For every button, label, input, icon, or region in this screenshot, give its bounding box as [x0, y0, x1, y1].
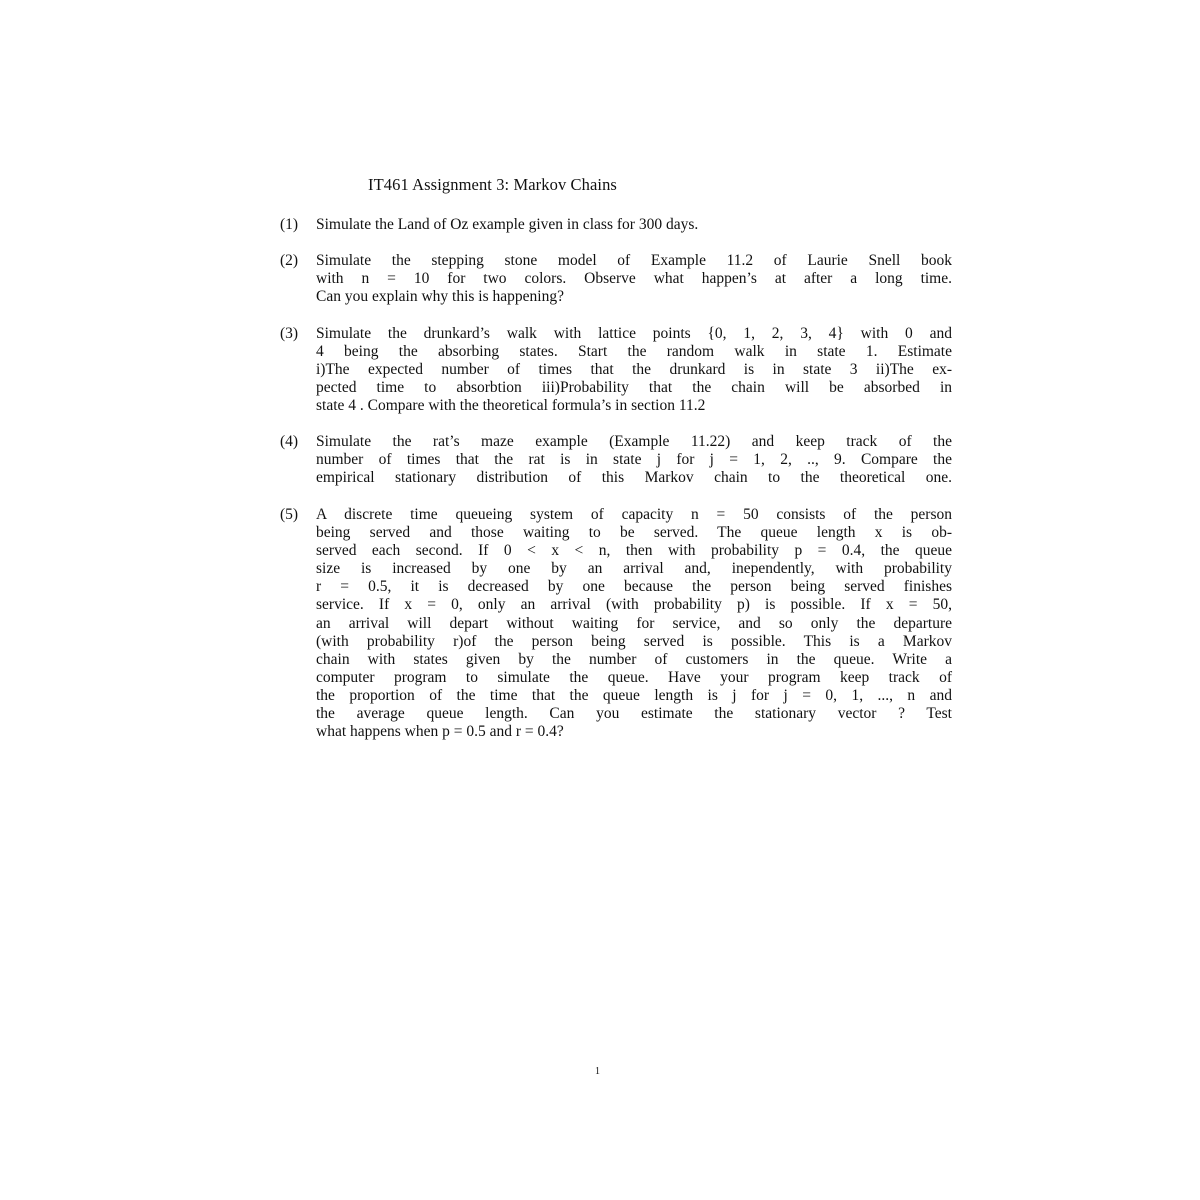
text-line: being served and those waiting to be served. The queue length x is ob- — [316, 524, 952, 542]
problem-text — [316, 433, 952, 487]
problem-number: (1) — [280, 216, 299, 233]
text-line: the average queue length. Can you estimate the stationary vector ? Test — [316, 705, 952, 723]
problem-text — [316, 216, 952, 234]
text-line: what happens when p = 0.5 and r = 0.4? — [316, 723, 564, 741]
text-line: 4 being the absorbing states. Start the random walk in state 1. Estimate — [316, 343, 952, 361]
text-line: Simulate the Land of Oz example given in class for 300 days. — [316, 216, 699, 233]
text-line: chain with states given by the number of customers in the queue. Write a — [316, 650, 952, 668]
problem-number: (2) — [280, 252, 299, 269]
problem-number: (5) — [280, 506, 299, 523]
problem-text — [316, 252, 952, 306]
text-line: (with probability r)of the person being served is possible. This is a Markov — [316, 632, 952, 650]
text-line: served each second. If 0 < x < n, then with probability p = 0.4, the queue — [316, 542, 952, 560]
problem-number: (3) — [280, 325, 299, 342]
text-line: i)The expected number of times that the drunkard is in state 3 ii)The ex- — [316, 361, 952, 379]
text-line: size is increased by one by an arrival and, inependently, with probability — [316, 560, 952, 578]
document-title: IT461 Assignment 3: Markov Chains — [368, 175, 617, 194]
problem-number: (4) — [280, 433, 299, 450]
text-line: an arrival will depart without waiting for service, and so only the departure — [316, 614, 952, 632]
text-line: computer program to simulate the queue. Have your program keep track of — [316, 668, 952, 686]
page-number: 1 — [595, 1066, 600, 1077]
text-line: r = 0.5, it is decreased by one because the person being served finishes — [316, 578, 952, 596]
text-line: the proportion of the time that the queue length is j for j = 0, 1, ..., n and — [316, 686, 952, 704]
text-line: pected time to absorbtion iii)Probability that the chain will be absorbed in — [316, 379, 952, 397]
problem-text — [316, 325, 952, 415]
text-line: Simulate the drunkard’s walk with lattice points {0, 1, 2, 3, 4} with 0 and — [316, 325, 952, 342]
text-line: with n = 10 for two colors. Observe what happen’s at after a long time. — [316, 270, 952, 288]
problem-text — [316, 506, 952, 741]
text-line: Simulate the stepping stone model of Example 11.2 of Laurie Snell book — [316, 252, 952, 269]
text-line: number of times that the rat is in state j for j = 1, 2, .., 9. Compare the — [316, 451, 952, 469]
text-line: empirical stationary distribution of this Markov chain to the theoretical one. — [316, 469, 952, 487]
text-line: A discrete time queueing system of capacity n = 50 consists of the person — [316, 506, 952, 523]
text-line: Can you explain why this is happening? — [316, 288, 564, 306]
text-line: service. If x = 0, only an arrival (with probability p) is possible. If x = 50, — [316, 596, 952, 614]
text-line: state 4 . Compare with the theoretical formula’s in section 11.2 — [316, 397, 706, 415]
text-line: Simulate the rat’s maze example (Example 11.22) and keep track of the — [316, 433, 952, 450]
